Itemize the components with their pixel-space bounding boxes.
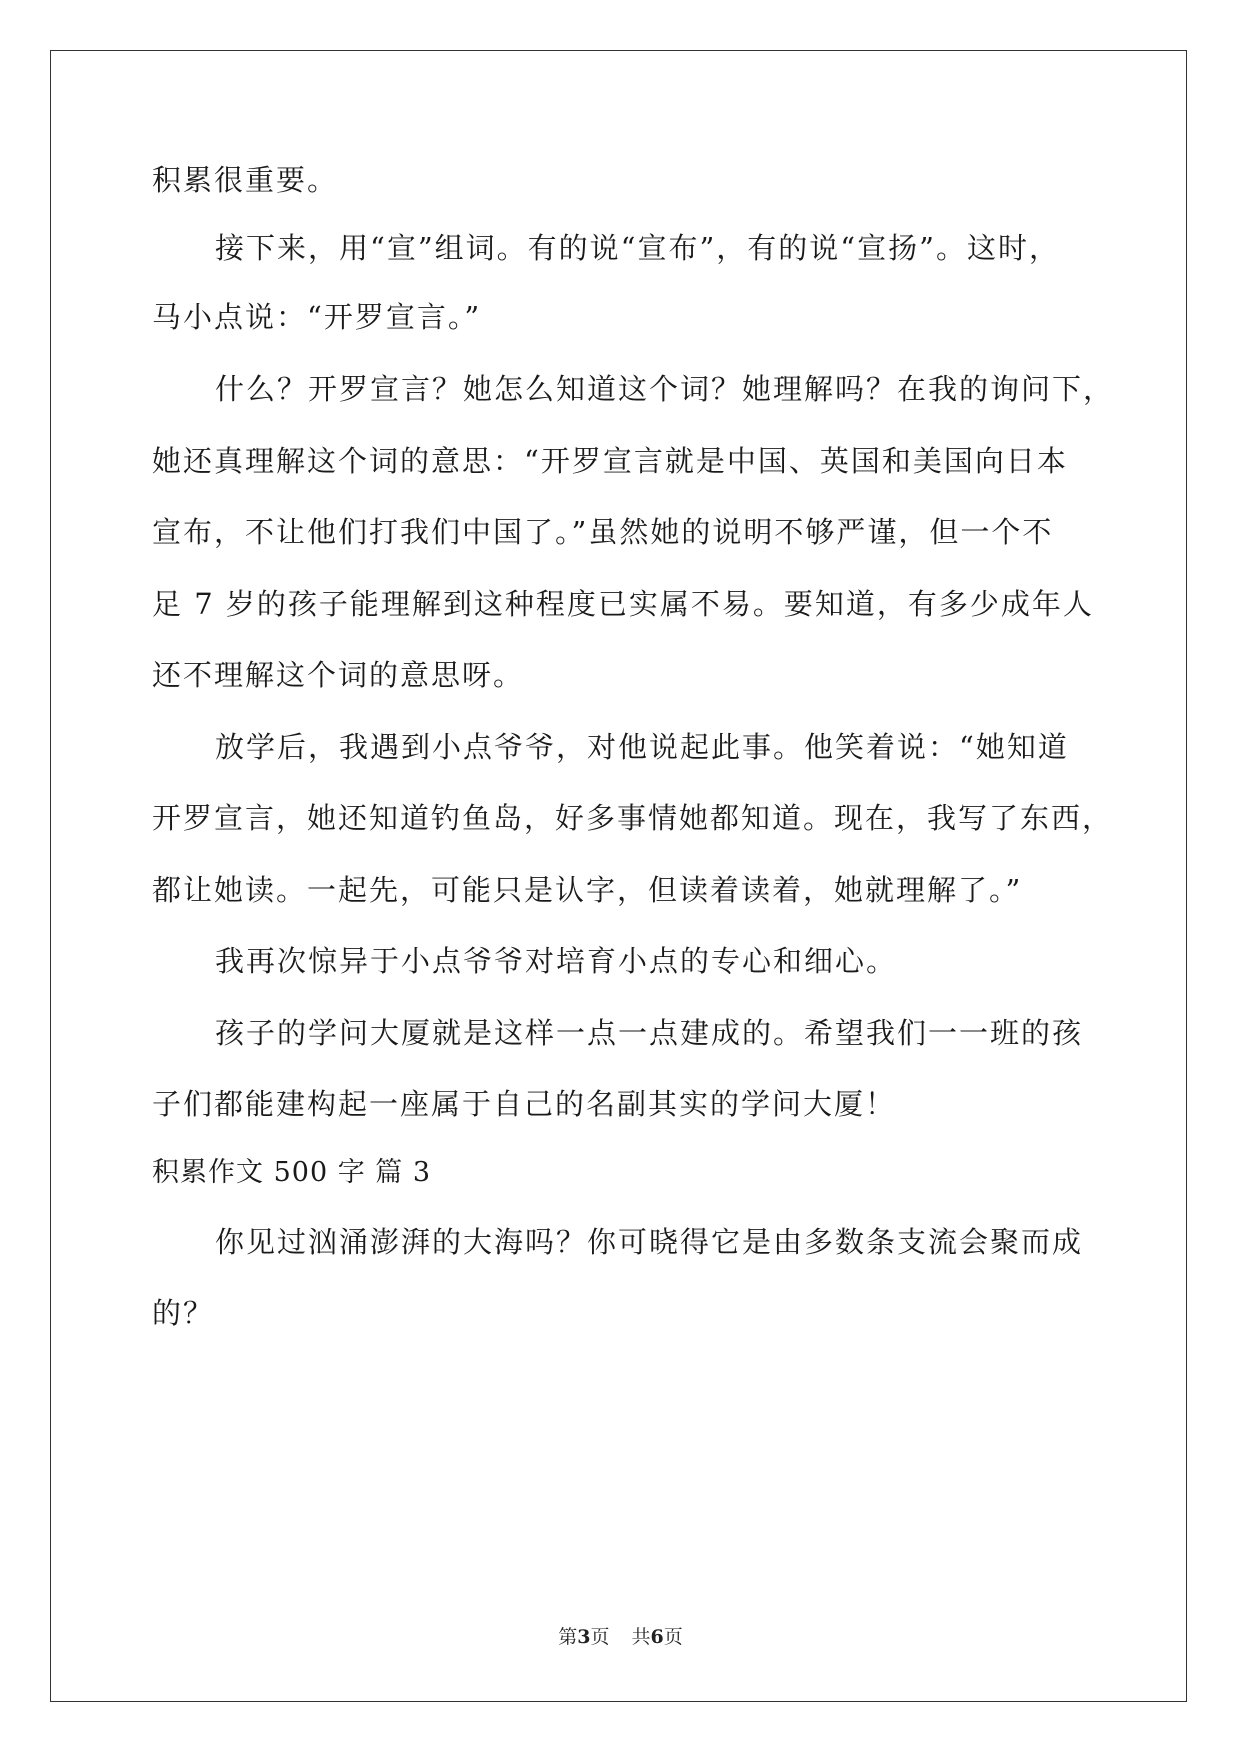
page-number-prefix: 第 <box>558 1626 578 1648</box>
section-heading: 积累作文 500 字 篇 3 <box>152 1157 432 1188</box>
current-page-number: 3 <box>577 1626 591 1648</box>
paragraph-line: 还不理解这个词的意思呀。 <box>152 658 525 692</box>
paragraph-line: 子们都能建构起一座属于自己的名副其实的学问大厦！ <box>152 1087 897 1121</box>
total-pages-suffix: 页 <box>663 1626 683 1648</box>
paragraph-line: 宣布，不让他们打我们中国了。”虽然她的说明不够严谨，但一个不 <box>152 515 1054 549</box>
page-number-suffix: 页 <box>590 1626 610 1648</box>
paragraph-line: 积累很重要。 <box>152 163 339 197</box>
paragraph-line: 你见过汹涌澎湃的大海吗？你可晓得它是由多数条支流会聚而成 <box>215 1225 1084 1259</box>
paragraph-line: 马小点说：“开罗宣言。” <box>152 300 482 334</box>
paragraph-line: 足 7 岁的孩子能理解到这种程度已实属不易。要知道，有多少成年人 <box>152 587 1094 621</box>
paragraph-line: 她还真理解这个词的意思：“开罗宣言就是中国、英国和美国向日本 <box>152 444 1068 478</box>
page-footer <box>0 1622 1241 1649</box>
paragraph-line: 孩子的学问大厦就是这样一点一点建成的。希望我们一一班的孩 <box>215 1016 1084 1050</box>
paragraph-line: 我再次惊异于小点爷爷对培育小点的专心和细心。 <box>215 944 898 978</box>
total-page-count: 6 <box>650 1626 664 1648</box>
paragraph-line: 开罗宣言，她还知道钓鱼岛，好多事情她都知道。现在，我写了东西， <box>152 801 1114 835</box>
paragraph-line: 放学后，我遇到小点爷爷，对他说起此事。他笑着说：“她知道 <box>215 730 1069 764</box>
total-pages-prefix: 共 <box>631 1626 651 1648</box>
paragraph-line: 都让她读。一起先，可能只是认字，但读着读着，她就理解了。” <box>152 873 1023 907</box>
paragraph-line: 的？ <box>152 1296 215 1330</box>
paragraph-line: 什么？开罗宣言？她怎么知道这个词？她理解吗？在我的询问下， <box>215 372 1115 406</box>
paragraph-line: 接下来，用“宣”组词。有的说“宣布”，有的说“宣扬”。这时， <box>215 231 1060 265</box>
